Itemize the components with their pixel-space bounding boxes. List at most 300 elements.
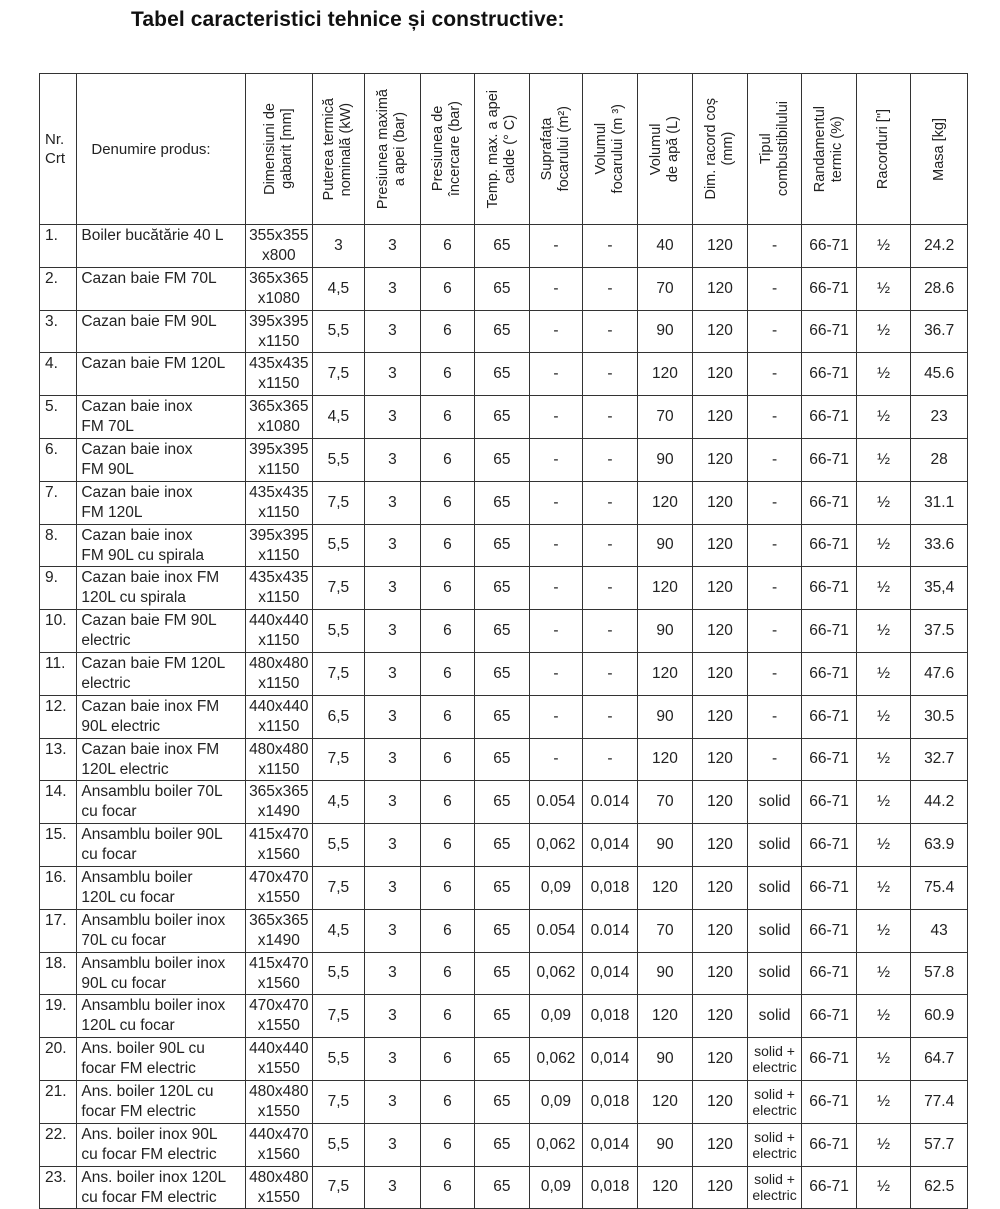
cell-fuel: - (747, 610, 802, 653)
cell-dimensions: 365x365 x1080 (245, 267, 312, 310)
cell-water-volume: 70 (637, 781, 693, 824)
cell-dimensions: 440x470 x1560 (245, 1123, 312, 1166)
cell-mass: 44.2 (911, 781, 968, 824)
cell-nr: 8. (40, 524, 77, 567)
header-name: Denumire produs: (77, 74, 246, 225)
cell-chimney: 120 (693, 952, 748, 995)
cell-product-name: Cazan baie inox FM 70L (77, 396, 246, 439)
header-pmax: Presiunea maximă a apei (bar) (365, 74, 421, 225)
cell-test-pressure: 6 (420, 225, 475, 268)
cell-focar-volume: 0,018 (583, 1080, 638, 1123)
cell-water-volume: 70 (637, 396, 693, 439)
cell-max-temp: 65 (475, 738, 530, 781)
cell-water-volume: 90 (637, 438, 693, 481)
table-row (40, 567, 968, 610)
cell-dimensions: 395x395 x1150 (245, 438, 312, 481)
cell-dimensions: 395x395 x1150 (245, 310, 312, 353)
cell-product-name: Cazan baie inox FM 120L electric (77, 738, 246, 781)
cell-racorduri: ½ (856, 995, 911, 1038)
cell-product-name: Ansamblu boiler inox 120L cu focar (77, 995, 246, 1038)
cell-chimney: 120 (693, 1123, 748, 1166)
cell-fuel: solid + electric (747, 1038, 802, 1081)
cell-water-volume: 120 (637, 995, 693, 1038)
cell-product-name: Ansamblu boiler inox 90L cu focar (77, 952, 246, 995)
header-temp: Temp. max. a apei calde (° C) (475, 74, 530, 225)
cell-test-pressure: 6 (420, 695, 475, 738)
header-vol-apa: Volumul de apă (L) (637, 74, 693, 225)
table-row (40, 909, 968, 952)
cell-product-name: Ansamblu boiler inox 70L cu focar (77, 909, 246, 952)
cell-dimensions: 440x440 x1550 (245, 1038, 312, 1081)
cell-chimney: 120 (693, 781, 748, 824)
cell-chimney: 120 (693, 1166, 748, 1209)
cell-efficiency: 66-71 (802, 610, 857, 653)
cell-chimney: 120 (693, 866, 748, 909)
cell-dimensions: 480x480 x1150 (245, 738, 312, 781)
cell-dimensions: 415x470 x1560 (245, 952, 312, 995)
cell-power: 5,5 (312, 310, 365, 353)
cell-max-pressure: 3 (365, 1038, 421, 1081)
header-vol-focar: Volumul focarului (m ³) (583, 74, 638, 225)
table-row (40, 952, 968, 995)
cell-product-name: Cazan baie FM 120L (77, 353, 246, 396)
cell-power: 5,5 (312, 824, 365, 867)
cell-focar-surface: - (529, 695, 583, 738)
table-row (40, 267, 968, 310)
cell-max-temp: 65 (475, 824, 530, 867)
cell-dimensions: 365x365 x1080 (245, 396, 312, 439)
cell-efficiency: 66-71 (802, 225, 857, 268)
cell-efficiency: 66-71 (802, 995, 857, 1038)
cell-nr: 23. (40, 1166, 77, 1209)
cell-chimney: 120 (693, 824, 748, 867)
cell-racorduri: ½ (856, 481, 911, 524)
cell-product-name: Ansamblu boiler 70L cu focar (77, 781, 246, 824)
cell-mass: 28 (911, 438, 968, 481)
cell-max-pressure: 3 (365, 995, 421, 1038)
cell-dimensions: 365x365 x1490 (245, 909, 312, 952)
cell-fuel: solid + electric (747, 1080, 802, 1123)
header-fuel: Tipul combustibilului (747, 74, 802, 225)
cell-racorduri: ½ (856, 1080, 911, 1123)
table-row (40, 995, 968, 1038)
cell-max-pressure: 3 (365, 781, 421, 824)
cell-mass: 30.5 (911, 695, 968, 738)
cell-test-pressure: 6 (420, 1166, 475, 1209)
cell-test-pressure: 6 (420, 824, 475, 867)
cell-efficiency: 66-71 (802, 695, 857, 738)
cell-fuel: solid (747, 995, 802, 1038)
cell-power: 7,5 (312, 995, 365, 1038)
cell-mass: 63.9 (911, 824, 968, 867)
cell-focar-surface: 0,062 (529, 952, 583, 995)
cell-max-pressure: 3 (365, 1123, 421, 1166)
cell-racorduri: ½ (856, 952, 911, 995)
cell-chimney: 120 (693, 1080, 748, 1123)
cell-product-name: Cazan baie inox FM 90L cu spirala (77, 524, 246, 567)
cell-test-pressure: 6 (420, 781, 475, 824)
cell-product-name: Ans. boiler 90L cu focar FM electric (77, 1038, 246, 1081)
cell-max-temp: 65 (475, 695, 530, 738)
cell-max-temp: 65 (475, 567, 530, 610)
cell-max-pressure: 3 (365, 952, 421, 995)
cell-max-temp: 65 (475, 438, 530, 481)
cell-nr: 20. (40, 1038, 77, 1081)
cell-focar-surface: 0,09 (529, 1166, 583, 1209)
table-header-row (40, 74, 968, 225)
cell-efficiency: 66-71 (802, 438, 857, 481)
cell-test-pressure: 6 (420, 396, 475, 439)
cell-fuel: - (747, 524, 802, 567)
cell-racorduri: ½ (856, 866, 911, 909)
cell-racorduri: ½ (856, 909, 911, 952)
table-row (40, 1038, 968, 1081)
cell-nr: 17. (40, 909, 77, 952)
cell-mass: 28.6 (911, 267, 968, 310)
cell-focar-volume: 0,018 (583, 1166, 638, 1209)
cell-max-pressure: 3 (365, 396, 421, 439)
cell-max-pressure: 3 (365, 610, 421, 653)
cell-focar-surface: 0,09 (529, 866, 583, 909)
cell-nr: 9. (40, 567, 77, 610)
cell-mass: 57.7 (911, 1123, 968, 1166)
cell-focar-surface: - (529, 524, 583, 567)
cell-nr: 6. (40, 438, 77, 481)
cell-efficiency: 66-71 (802, 952, 857, 995)
cell-chimney: 120 (693, 438, 748, 481)
table-row (40, 1123, 968, 1166)
cell-water-volume: 120 (637, 866, 693, 909)
cell-fuel: solid + electric (747, 1123, 802, 1166)
cell-power: 5,5 (312, 1123, 365, 1166)
cell-chimney: 120 (693, 396, 748, 439)
cell-fuel: - (747, 225, 802, 268)
cell-max-pressure: 3 (365, 909, 421, 952)
cell-power: 4,5 (312, 396, 365, 439)
cell-product-name: Ans. boiler inox 120L cu focar FM electric (77, 1166, 246, 1209)
cell-efficiency: 66-71 (802, 1123, 857, 1166)
table-row (40, 524, 968, 567)
cell-fuel: - (747, 267, 802, 310)
cell-racorduri: ½ (856, 781, 911, 824)
cell-product-name: Cazan baie FM 70L (77, 267, 246, 310)
cell-focar-surface: 0,09 (529, 1080, 583, 1123)
cell-racorduri: ½ (856, 267, 911, 310)
table-row (40, 695, 968, 738)
cell-dimensions: 355x355 x800 (245, 225, 312, 268)
cell-water-volume: 90 (637, 524, 693, 567)
cell-product-name: Ans. boiler inox 90L cu focar FM electric (77, 1123, 246, 1166)
cell-dimensions: 415x470 x1560 (245, 824, 312, 867)
cell-efficiency: 66-71 (802, 396, 857, 439)
cell-max-temp: 65 (475, 310, 530, 353)
cell-efficiency: 66-71 (802, 909, 857, 952)
cell-water-volume: 120 (637, 481, 693, 524)
cell-mass: 60.9 (911, 995, 968, 1038)
cell-nr: 15. (40, 824, 77, 867)
cell-mass: 23 (911, 396, 968, 439)
cell-mass: 37.5 (911, 610, 968, 653)
cell-max-pressure: 3 (365, 524, 421, 567)
cell-product-name: Ansamblu boiler 90L cu focar (77, 824, 246, 867)
cell-max-temp: 65 (475, 396, 530, 439)
cell-max-pressure: 3 (365, 267, 421, 310)
cell-mass: 32.7 (911, 738, 968, 781)
cell-focar-surface: 0,062 (529, 1123, 583, 1166)
cell-test-pressure: 6 (420, 438, 475, 481)
cell-test-pressure: 6 (420, 481, 475, 524)
cell-nr: 19. (40, 995, 77, 1038)
cell-power: 6,5 (312, 695, 365, 738)
cell-product-name: Cazan baie inox FM 120L cu spirala (77, 567, 246, 610)
cell-product-name: Cazan baie inox FM 90L electric (77, 695, 246, 738)
cell-water-volume: 120 (637, 353, 693, 396)
cell-efficiency: 66-71 (802, 524, 857, 567)
cell-chimney: 120 (693, 524, 748, 567)
cell-product-name: Cazan baie FM 120L electric (77, 652, 246, 695)
cell-water-volume: 90 (637, 1123, 693, 1166)
header-power: Puterea termică nominală (kW) (312, 74, 365, 225)
cell-power: 5,5 (312, 438, 365, 481)
cell-product-name: Boiler bucătărie 40 L (77, 225, 246, 268)
table-row (40, 866, 968, 909)
cell-test-pressure: 6 (420, 738, 475, 781)
cell-nr: 7. (40, 481, 77, 524)
cell-test-pressure: 6 (420, 866, 475, 909)
header-surface: Suprafața focarului (m²) (529, 74, 583, 225)
cell-water-volume: 90 (637, 310, 693, 353)
cell-dimensions: 365x365 x1490 (245, 781, 312, 824)
cell-water-volume: 90 (637, 1038, 693, 1081)
table-row (40, 781, 968, 824)
cell-nr: 4. (40, 353, 77, 396)
cell-focar-surface: - (529, 396, 583, 439)
cell-dimensions: 480x480 x1150 (245, 652, 312, 695)
cell-power: 7,5 (312, 481, 365, 524)
cell-max-pressure: 3 (365, 438, 421, 481)
cell-power: 5,5 (312, 1038, 365, 1081)
cell-focar-surface: - (529, 738, 583, 781)
table-row (40, 396, 968, 439)
cell-racorduri: ½ (856, 225, 911, 268)
cell-water-volume: 120 (637, 1080, 693, 1123)
cell-max-temp: 65 (475, 652, 530, 695)
cell-power: 4,5 (312, 909, 365, 952)
cell-racorduri: ½ (856, 695, 911, 738)
cell-focar-volume: - (583, 524, 638, 567)
cell-test-pressure: 6 (420, 567, 475, 610)
cell-nr: 11. (40, 652, 77, 695)
cell-racorduri: ½ (856, 524, 911, 567)
cell-max-pressure: 3 (365, 866, 421, 909)
cell-focar-surface: - (529, 438, 583, 481)
cell-power: 7,5 (312, 738, 365, 781)
cell-focar-surface: 0.054 (529, 781, 583, 824)
cell-focar-surface: - (529, 652, 583, 695)
cell-max-pressure: 3 (365, 824, 421, 867)
cell-racorduri: ½ (856, 738, 911, 781)
cell-chimney: 120 (693, 481, 748, 524)
cell-racorduri: ½ (856, 567, 911, 610)
cell-nr: 1. (40, 225, 77, 268)
cell-product-name: Cazan baie FM 90L electric (77, 610, 246, 653)
cell-power: 7,5 (312, 866, 365, 909)
cell-mass: 24.2 (911, 225, 968, 268)
cell-fuel: - (747, 438, 802, 481)
cell-max-temp: 65 (475, 1038, 530, 1081)
cell-nr: 10. (40, 610, 77, 653)
cell-chimney: 120 (693, 652, 748, 695)
cell-mass: 57.8 (911, 952, 968, 995)
cell-focar-surface: 0,062 (529, 1038, 583, 1081)
cell-dimensions: 440x440 x1150 (245, 610, 312, 653)
cell-max-pressure: 3 (365, 738, 421, 781)
cell-mass: 43 (911, 909, 968, 952)
cell-focar-volume: - (583, 652, 638, 695)
cell-mass: 62.5 (911, 1166, 968, 1209)
cell-chimney: 120 (693, 353, 748, 396)
cell-power: 3 (312, 225, 365, 268)
cell-focar-volume: 0,014 (583, 824, 638, 867)
cell-efficiency: 66-71 (802, 738, 857, 781)
cell-racorduri: ½ (856, 1166, 911, 1209)
cell-racorduri: ½ (856, 353, 911, 396)
cell-power: 7,5 (312, 1166, 365, 1209)
header-mass: Masa [kg] (911, 74, 968, 225)
cell-nr: 12. (40, 695, 77, 738)
cell-test-pressure: 6 (420, 652, 475, 695)
cell-focar-volume: - (583, 267, 638, 310)
cell-mass: 45.6 (911, 353, 968, 396)
cell-efficiency: 66-71 (802, 1038, 857, 1081)
cell-efficiency: 66-71 (802, 267, 857, 310)
cell-nr: 14. (40, 781, 77, 824)
cell-water-volume: 120 (637, 738, 693, 781)
cell-focar-volume: - (583, 310, 638, 353)
cell-nr: 21. (40, 1080, 77, 1123)
cell-power: 5,5 (312, 952, 365, 995)
cell-product-name: Ans. boiler 120L cu focar FM electric (77, 1080, 246, 1123)
cell-product-name: Ansamblu boiler 120L cu focar (77, 866, 246, 909)
cell-product-name: Cazan baie inox FM 90L (77, 438, 246, 481)
cell-racorduri: ½ (856, 438, 911, 481)
cell-water-volume: 90 (637, 610, 693, 653)
cell-mass: 35,4 (911, 567, 968, 610)
cell-dimensions: 480x480 x1550 (245, 1166, 312, 1209)
cell-nr: 5. (40, 396, 77, 439)
cell-focar-volume: - (583, 396, 638, 439)
cell-nr: 13. (40, 738, 77, 781)
cell-racorduri: ½ (856, 1123, 911, 1166)
cell-max-temp: 65 (475, 866, 530, 909)
cell-max-pressure: 3 (365, 695, 421, 738)
cell-chimney: 120 (693, 1038, 748, 1081)
cell-focar-volume: 0.014 (583, 781, 638, 824)
cell-focar-volume: - (583, 481, 638, 524)
cell-max-temp: 65 (475, 909, 530, 952)
cell-chimney: 120 (693, 695, 748, 738)
cell-focar-surface: - (529, 310, 583, 353)
table-row (40, 438, 968, 481)
cell-fuel: - (747, 353, 802, 396)
cell-max-temp: 65 (475, 267, 530, 310)
cell-power: 7,5 (312, 353, 365, 396)
cell-focar-surface: - (529, 610, 583, 653)
cell-dimensions: 435x435 x1150 (245, 353, 312, 396)
spec-table (39, 73, 968, 1209)
cell-water-volume: 70 (637, 267, 693, 310)
cell-focar-volume: 0,014 (583, 952, 638, 995)
cell-focar-surface: - (529, 353, 583, 396)
cell-efficiency: 66-71 (802, 1166, 857, 1209)
cell-test-pressure: 6 (420, 353, 475, 396)
cell-fuel: solid (747, 952, 802, 995)
header-racorduri: Racorduri ["] (856, 74, 911, 225)
cell-max-temp: 65 (475, 481, 530, 524)
table-row (40, 481, 968, 524)
header-nr: Nr. Crt (40, 74, 77, 225)
cell-fuel: - (747, 310, 802, 353)
cell-racorduri: ½ (856, 652, 911, 695)
header-ptest: Presiunea de încercare (bar) (420, 74, 475, 225)
cell-max-pressure: 3 (365, 310, 421, 353)
cell-fuel: - (747, 652, 802, 695)
cell-nr: 22. (40, 1123, 77, 1166)
cell-test-pressure: 6 (420, 610, 475, 653)
table-row (40, 738, 968, 781)
cell-chimney: 120 (693, 995, 748, 1038)
cell-water-volume: 90 (637, 824, 693, 867)
cell-water-volume: 70 (637, 909, 693, 952)
cell-water-volume: 120 (637, 567, 693, 610)
cell-water-volume: 90 (637, 952, 693, 995)
cell-chimney: 120 (693, 267, 748, 310)
cell-focar-volume: - (583, 567, 638, 610)
header-efficiency: Randamentul termic (%) (802, 74, 857, 225)
cell-dimensions: 480x480 x1550 (245, 1080, 312, 1123)
cell-product-name: Cazan baie FM 90L (77, 310, 246, 353)
table-row (40, 652, 968, 695)
cell-focar-surface: - (529, 481, 583, 524)
cell-max-temp: 65 (475, 995, 530, 1038)
cell-efficiency: 66-71 (802, 567, 857, 610)
cell-max-pressure: 3 (365, 353, 421, 396)
cell-power: 5,5 (312, 610, 365, 653)
cell-chimney: 120 (693, 225, 748, 268)
table-row (40, 824, 968, 867)
cell-racorduri: ½ (856, 396, 911, 439)
table-row (40, 610, 968, 653)
cell-efficiency: 66-71 (802, 824, 857, 867)
cell-max-temp: 65 (475, 952, 530, 995)
cell-efficiency: 66-71 (802, 781, 857, 824)
cell-fuel: solid (747, 781, 802, 824)
cell-focar-volume: 0,018 (583, 995, 638, 1038)
cell-mass: 77.4 (911, 1080, 968, 1123)
cell-max-pressure: 3 (365, 1080, 421, 1123)
cell-dimensions: 440x440 x1150 (245, 695, 312, 738)
cell-max-temp: 65 (475, 225, 530, 268)
cell-mass: 47.6 (911, 652, 968, 695)
header-dim: Dimensiuni de gabarit [mm] (245, 74, 312, 225)
cell-focar-surface: - (529, 225, 583, 268)
cell-mass: 33.6 (911, 524, 968, 567)
cell-max-pressure: 3 (365, 1166, 421, 1209)
table-row (40, 1166, 968, 1209)
cell-nr: 2. (40, 267, 77, 310)
cell-focar-volume: 0.014 (583, 909, 638, 952)
cell-racorduri: ½ (856, 310, 911, 353)
